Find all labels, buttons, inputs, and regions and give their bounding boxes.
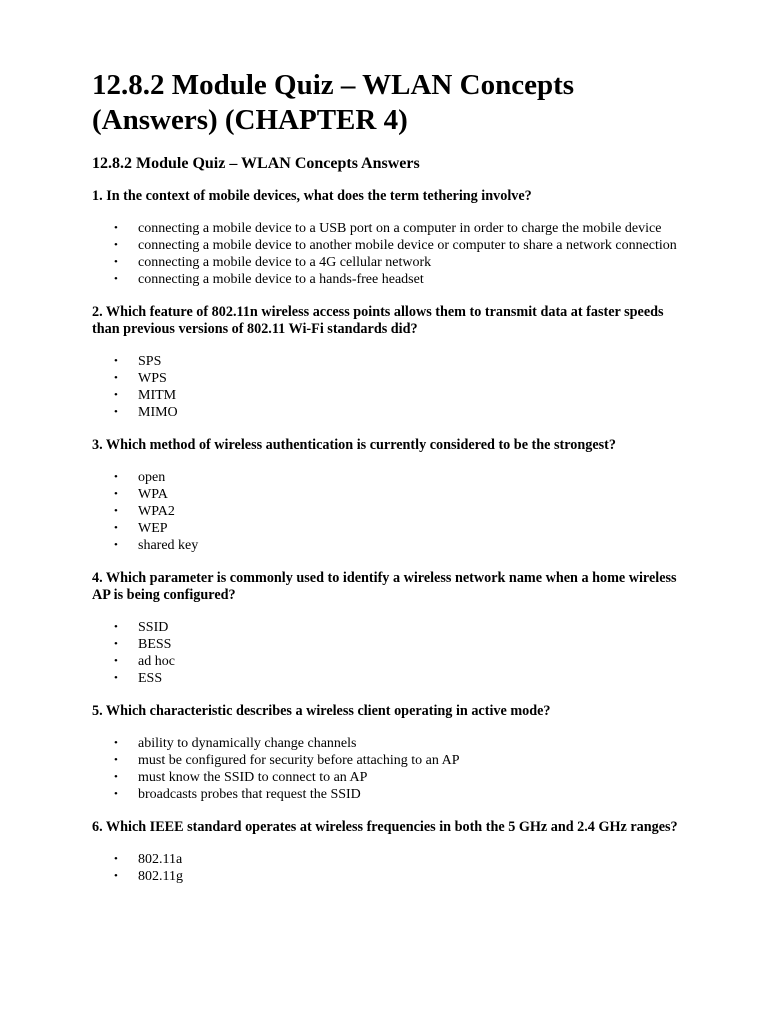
answer-option-text: connecting a mobile device to a hands-free headset [138,272,424,287]
bullet-icon: • [114,522,118,534]
answer-option [92,503,688,520]
answer-option-text: BESS [138,637,172,652]
bullet-icon: • [114,870,118,882]
answer-options [92,735,688,803]
answer-option [92,868,688,885]
answer-option [92,469,688,486]
bullet-icon: • [114,638,118,650]
answer-option [92,404,688,421]
answer-option [92,353,688,370]
answer-option-text: must be configured for security before attaching to an AP [138,753,460,768]
answer-options [92,353,688,421]
question-block [92,570,688,687]
page-subtitle: 12.8.2 Module Quiz – WLAN Concepts Answers [92,155,420,172]
answer-option [92,769,688,786]
bullet-icon: • [114,406,118,418]
question-text: 1. In the context of mobile devices, what does the term tethering involve? [92,188,532,204]
answer-option [92,271,688,288]
question-block [92,304,688,421]
answer-options [92,469,688,554]
bullet-icon: • [114,539,118,551]
answer-option-text: MITM [138,388,177,403]
answer-option [92,237,688,254]
answer-option-text: WPA [138,487,168,502]
answer-option [92,735,688,752]
bullet-icon: • [114,389,118,401]
bullet-icon: • [114,471,118,483]
answer-options [92,851,688,885]
question-block [92,188,688,288]
answer-option-text: MIMO [138,405,178,420]
answer-option [92,636,688,653]
answer-option [92,520,688,537]
question-list [92,188,688,885]
answer-option [92,370,688,387]
bullet-icon: • [114,754,118,766]
question-text: 6. Which IEEE standard operates at wireless frequencies in both the 5 GHz and 2.4 GHz ranges? [92,819,678,835]
bullet-icon: • [114,222,118,234]
answer-option [92,851,688,868]
answer-option-text: ad hoc [138,654,175,669]
bullet-icon: • [114,239,118,251]
question-text: 3. Which method of wireless authentication is currently considered to be the strongest? [92,437,617,453]
bullet-icon: • [114,256,118,268]
question-block [92,437,688,554]
answer-option-text: 802.11g [138,869,183,884]
question-text: 4. Which parameter is commonly used to identify a wireless network name when a home wireless AP is being configured? [92,570,677,603]
answer-option-text: must know the SSID to connect to an AP [138,770,368,785]
bullet-icon: • [114,771,118,783]
answer-option-text: 802.11a [138,852,183,867]
answer-options [92,619,688,687]
answer-option-text: ESS [138,671,163,686]
answer-option [92,752,688,769]
answer-option-text: SPS [138,354,162,369]
answer-option-text: open [138,470,166,485]
bullet-icon: • [114,655,118,667]
bullet-icon: • [114,488,118,500]
bullet-icon: • [114,672,118,684]
answer-option-text: WPS [138,371,167,386]
answer-options [92,220,688,288]
bullet-icon: • [114,355,118,367]
bullet-icon: • [114,737,118,749]
answer-option [92,254,688,271]
answer-option-text: WEP [138,521,168,536]
answer-option-text: connecting a mobile device to a USB port on a computer in order to charge the mobile device [138,221,662,236]
answer-option-text: connecting a mobile device to a 4G cellular network [138,255,432,270]
bullet-icon: • [114,853,118,865]
question-text: 5. Which characteristic describes a wireless client operating in active mode? [92,703,551,719]
question-text: 2. Which feature of 802.11n wireless access points allows them to transmit data at faster speeds than previous versions of 802.11 Wi-Fi standards did? [92,304,664,337]
answer-option-text: SSID [138,620,169,635]
answer-option-text: connecting a mobile device to another mobile device or computer to share a network connection [138,238,677,253]
bullet-icon: • [114,788,118,800]
answer-option [92,619,688,636]
answer-option-text: ability to dynamically change channels [138,736,357,751]
bullet-icon: • [114,273,118,285]
page-title: 12.8.2 Module Quiz – WLAN Concepts (Answers) (CHAPTER 4) [92,69,575,136]
answer-option [92,220,688,237]
answer-option [92,670,688,687]
bullet-icon: • [114,505,118,517]
question-block [92,703,688,803]
bullet-icon: • [114,372,118,384]
answer-option [92,486,688,503]
answer-option-text: broadcasts probes that request the SSID [138,787,361,802]
answer-option [92,786,688,803]
bullet-icon: • [114,621,118,633]
question-block [92,819,688,885]
answer-option [92,653,688,670]
answer-option [92,387,688,404]
answer-option-text: shared key [138,538,199,553]
answer-option [92,537,688,554]
answer-option-text: WPA2 [138,504,175,519]
